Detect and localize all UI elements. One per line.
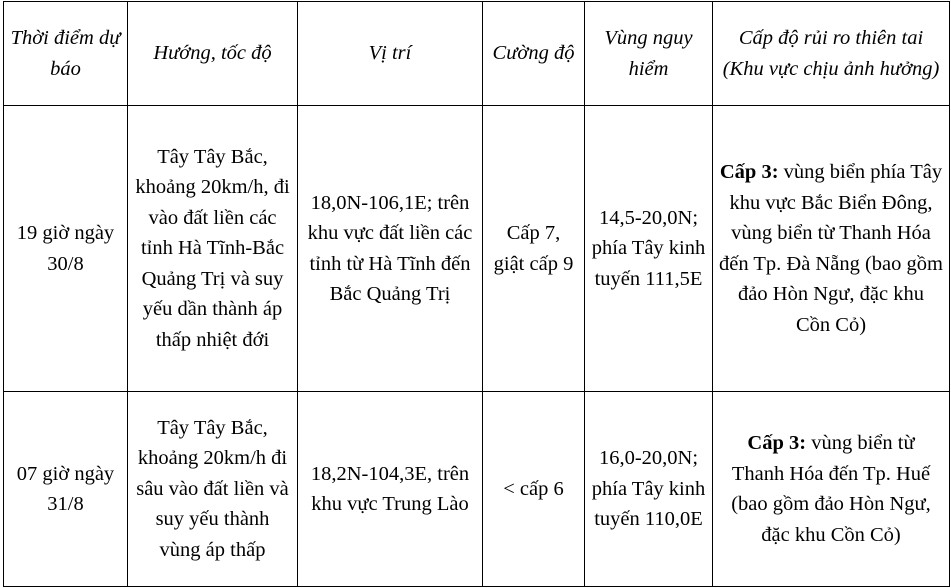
header-risk-level: Cấp độ rủi ro thiên tai (Khu vực chịu ảnh hưởng)	[713, 2, 950, 106]
header-row	[4, 2, 950, 106]
cell-danger-zone: 14,5-20,0N; phía Tây kinh tuyến 111,5E	[585, 106, 713, 392]
risk-area-text: vùng biển phía Tây khu vực Bắc Biển Đông, vùng biển từ Thanh Hóa đến Tp. Đà Nẵng (bao gồm đảo Hòn Ngư, đặc khu Cồn Cỏ)	[719, 161, 943, 336]
cell-direction-speed: Tây Tây Bắc, khoảng 20km/h, đi vào đất liền các tỉnh Hà Tĩnh-Bắc Quảng Trị và suy yếu dần thành áp thấp nhiệt đới	[128, 106, 298, 392]
table-row	[4, 392, 950, 587]
cell-time: 19 giờ ngày 30/8	[4, 106, 128, 392]
risk-level-label: Cấp 3:	[719, 161, 779, 183]
cell-risk-level	[713, 106, 950, 392]
header-forecast-time: Thời điểm dự báo	[4, 2, 128, 106]
header-direction-speed: Hướng, tốc độ	[128, 2, 298, 106]
table-row	[4, 106, 950, 392]
header-danger-zone: Vùng nguy hiểm	[585, 2, 713, 106]
risk-area-text: vùng biển từ Thanh Hóa đến Tp. Huế (bao gồm đảo Hòn Ngư, đặc khu Cồn Cỏ)	[731, 432, 931, 546]
cell-risk-level	[713, 392, 950, 587]
header-intensity: Cường độ	[483, 2, 585, 106]
cell-position: 18,0N-106,1E; trên khu vực đất liền các tỉnh từ Hà Tĩnh đến Bắc Quảng Trị	[298, 106, 483, 392]
cell-danger-zone: 16,0-20,0N; phía Tây kinh tuyến 110,0E	[585, 392, 713, 587]
cell-intensity: < cấp 6	[483, 392, 585, 587]
cell-time: 07 giờ ngày 31/8	[4, 392, 128, 587]
risk-level-label: Cấp 3:	[747, 432, 807, 454]
header-position: Vị trí	[298, 2, 483, 106]
storm-forecast-table	[3, 1, 950, 587]
cell-direction-speed: Tây Tây Bắc, khoảng 20km/h đi sâu vào đất liền và suy yếu thành vùng áp thấp	[128, 392, 298, 587]
cell-position: 18,2N-104,3E, trên khu vực Trung Lào	[298, 392, 483, 587]
cell-intensity: Cấp 7, giật cấp 9	[483, 106, 585, 392]
